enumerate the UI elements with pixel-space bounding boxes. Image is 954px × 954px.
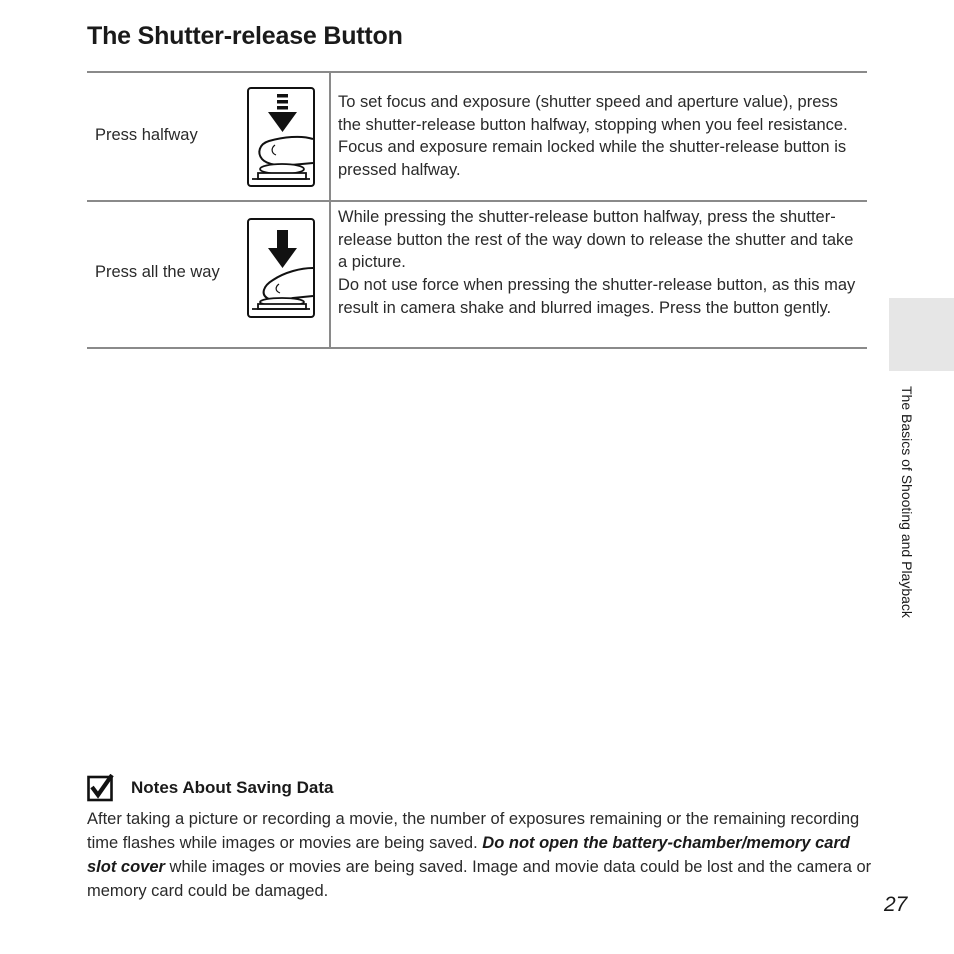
table-row bbox=[87, 73, 867, 202]
row-label-cell bbox=[87, 73, 331, 200]
description-paragraph: Do not use force when pressing the shutter-release button, as this may result in camera shake and blurred images. Press the button gently. bbox=[338, 276, 856, 317]
notes-warning: Do not open the battery-chamber/memory card slot cover bbox=[87, 834, 850, 876]
row-description bbox=[338, 91, 857, 182]
shutter-table bbox=[87, 71, 867, 349]
description-paragraph: While pressing the shutter-release button halfway, press the shutter-release button the rest of the way down to release the shutter and take a picture. bbox=[338, 208, 854, 272]
checkmark-box-icon bbox=[87, 774, 115, 802]
description-paragraph: To set focus and exposure (shutter speed and aperture value), press the shutter-release button halfway, stopping when you feel resistance. Focus and exposure remain locked while the shutter-release button is pressed halfway. bbox=[338, 93, 848, 180]
press-all-the-way-illustration bbox=[247, 218, 315, 318]
row-description bbox=[338, 206, 857, 320]
table-row bbox=[87, 202, 867, 349]
notes-body bbox=[87, 807, 877, 903]
notes-text: After taking a picture or recording a movie, the number of exposures remaining or the remaining recording time flashes while images or movies are being saved. bbox=[87, 810, 860, 852]
notes-text: while images or movies are being saved. Image and movie data could be lost and the camera or memory card could be damaged. bbox=[87, 858, 872, 900]
press-halfway-illustration bbox=[247, 87, 315, 187]
page-title: The Shutter-release Button bbox=[87, 22, 403, 50]
row-label: Press halfway bbox=[95, 126, 198, 144]
page-number: 27 bbox=[884, 893, 908, 916]
row-label: Press all the way bbox=[95, 263, 220, 281]
section-side-label: The Basics of Shooting and Playback bbox=[899, 386, 915, 618]
section-side-tab bbox=[889, 298, 954, 371]
notes-title: Notes About Saving Data bbox=[131, 778, 334, 797]
row-label-cell bbox=[87, 202, 331, 347]
notes-header bbox=[87, 774, 333, 802]
